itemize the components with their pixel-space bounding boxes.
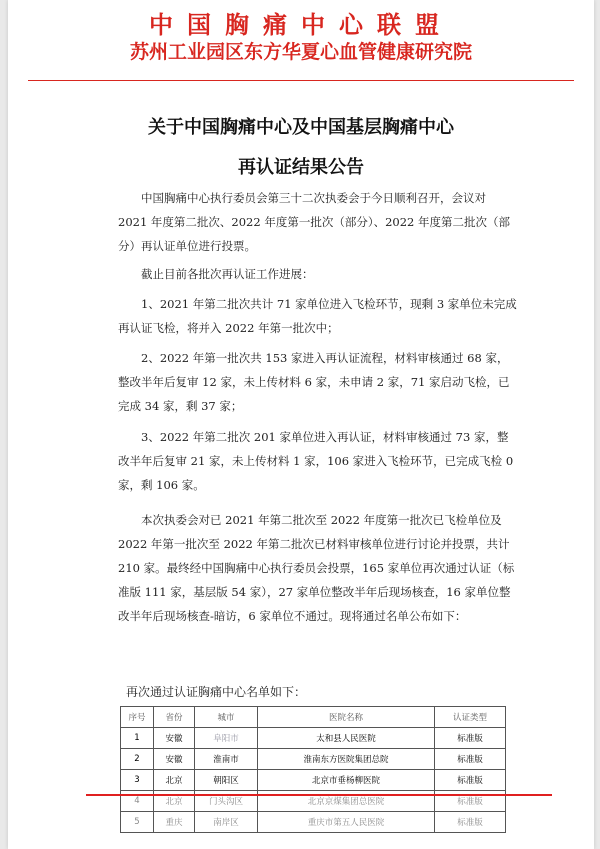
table-row xyxy=(121,812,506,833)
paragraph-batch-2 xyxy=(118,346,518,418)
paragraph-1: 中国胸痛中心执行委员会第三十二次执委会于今日顺利召开，会议对 2021 年度第二批次、2022 年度第一批次（部分）、2022 年度第二批次（部分）再认证单位进行投票。 xyxy=(118,191,511,253)
paragraph-vote-result xyxy=(118,508,518,628)
cell-index: 3 xyxy=(121,770,154,791)
list-title: 再次通过认证胸痛中心名单如下： xyxy=(126,685,307,699)
col-header-index: 序号 xyxy=(121,707,154,728)
cell-city: 阜阳市 xyxy=(195,728,258,749)
cell-province: 北京 xyxy=(154,791,195,812)
title-line-1: 关于中国胸痛中心及中国基层胸痛中心 xyxy=(148,117,454,138)
cell-type: 标准版 xyxy=(435,770,506,791)
col-header-type: 认证类型 xyxy=(435,707,506,728)
cell-province: 北京 xyxy=(154,770,195,791)
cell-index: 1 xyxy=(121,728,154,749)
cell-hospital: 北京市垂杨柳医院 xyxy=(258,770,435,791)
document-page xyxy=(8,0,594,849)
col-header-province: 省份 xyxy=(154,707,195,728)
cell-type: 标准版 xyxy=(435,812,506,833)
col-header-hospital: 医院名称 xyxy=(258,707,435,728)
paragraph-batch-1 xyxy=(118,292,518,340)
paragraph-3: 1、2021 年第二批次共计 71 家单位进入飞检环节，现剩 3 家单位未完成再认证飞检，将并入 2022 年第一批次中； xyxy=(118,297,517,335)
cell-type: 标准版 xyxy=(435,791,506,812)
paragraph-4: 2、2022 年第一批次共 153 家进入再认证流程，材料审核通过 68 家，整改半年后复审 12 家，未上传材料 6 家，未申请 2 家，71 家启动飞检，已完成 34 家，剩 37 家； xyxy=(118,351,510,413)
cell-hospital: 重庆市第五人民医院 xyxy=(258,812,435,833)
title-line-2: 再认证结果公告 xyxy=(238,157,364,178)
col-header-city: 城市 xyxy=(195,707,258,728)
cell-city: 门头沟区 xyxy=(195,791,258,812)
cell-city: 朝阳区 xyxy=(195,770,258,791)
table-header-row xyxy=(121,707,506,728)
paragraph-5: 3、2022 年第二批次 201 家单位进入再认证，材料审核通过 73 家，整改半年后复审 21 家，未上传材料 1 家，106 家进入飞检环节，已完成飞检 0 家，剩 106 家。 xyxy=(118,430,514,492)
cell-hospital: 北京京煤集团总医院 xyxy=(258,791,435,812)
cell-hospital: 太和县人民医院 xyxy=(258,728,435,749)
cell-city: 淮南市 xyxy=(195,749,258,770)
cell-index: 2 xyxy=(121,749,154,770)
letterhead xyxy=(8,10,594,64)
org-name-secondary: 苏州工业园区东方华夏心血管健康研究院 xyxy=(129,41,472,63)
paragraph-6: 本次执委会对已 2021 年第二批次至 2022 年度第一批次已飞检单位及 2022 年第一批次至 2022 年第二批次已材料审核单位进行讨论并投票，共计 210 家。最终经中国胸痛中心执行委员会投票，165 家单位再次通过认证（标准版 111 家，基层版 54 家），27 家单位整改半年后现场核查，16 家单位整改半年后现场核查-暗访，6 家单位不通过。现将通过名单公布如下： xyxy=(118,513,515,623)
letterhead-divider xyxy=(28,80,574,81)
paragraph-intro xyxy=(118,186,518,258)
table-row xyxy=(121,749,506,770)
cell-city: 南岸区 xyxy=(195,812,258,833)
cell-type: 标准版 xyxy=(435,749,506,770)
org-name-primary: 中国胸痛中心联盟 xyxy=(149,10,453,39)
cell-index: 4 xyxy=(121,791,154,812)
table-row xyxy=(121,728,506,749)
table-row xyxy=(121,770,506,791)
cell-province: 安徽 xyxy=(154,728,195,749)
paragraph-batch-3 xyxy=(118,425,518,497)
paragraph-2: 截止目前各批次再认证工作进展： xyxy=(141,267,314,281)
paragraph-progress-header xyxy=(118,262,518,286)
cell-province: 安徽 xyxy=(154,749,195,770)
cell-type: 标准版 xyxy=(435,728,506,749)
cell-hospital: 淮南东方医院集团总院 xyxy=(258,749,435,770)
hospital-table xyxy=(120,706,506,833)
cell-province: 重庆 xyxy=(154,812,195,833)
cell-index: 5 xyxy=(121,812,154,833)
red-highlight-line xyxy=(86,794,552,796)
